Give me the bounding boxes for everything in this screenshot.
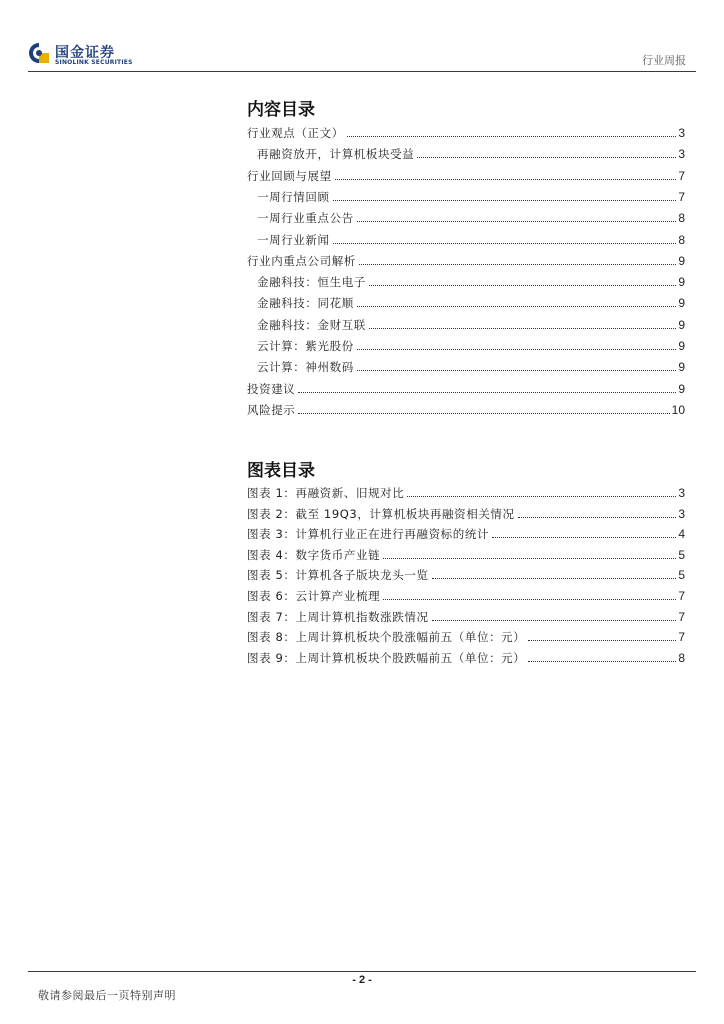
toc-entry-page: 8 [678,650,685,665]
toc-entry-label: 行业回顾与展望 [247,168,332,183]
toc-entry-label: 金融科技：金财互联 [257,317,366,332]
dot-leader [383,599,676,600]
dot-leader [432,620,677,621]
toc-entry-label: 图表 7：上周计算机指数涨跌情况 [247,609,429,624]
toc-entry-page: 3 [678,147,685,162]
sinolink-logo-icon [28,42,50,64]
logo-chinese-name: 国金证券 [55,45,115,61]
toc-entry[interactable] [247,647,685,665]
dot-leader [492,537,676,538]
dot-leader [432,578,677,579]
header-divider [28,71,696,72]
toc-entry[interactable] [257,143,685,161]
toc-entry-page: 9 [678,381,685,396]
dot-leader [359,264,676,265]
toc-entry[interactable] [257,356,685,374]
toc-entry-label: 一周行情回顾 [257,189,330,204]
figures-title: 图表目录 [247,461,315,481]
dot-leader [357,370,677,371]
toc-entry-page: 9 [678,339,685,353]
dot-leader [347,136,677,137]
toc-entry[interactable] [247,523,685,541]
toc-entry-page: 7 [678,589,685,603]
toc-entry-label: 金融科技：恒生电子 [257,275,366,290]
toc-entry[interactable] [247,482,685,500]
toc-entry[interactable] [247,606,685,624]
dot-leader [333,200,677,201]
dot-leader [369,328,676,329]
toc-entry-page: 10 [671,402,685,417]
logo-english-name: SINOLINK SECURITIES [55,59,133,66]
toc-entry[interactable] [247,165,685,183]
toc-entry-page: 5 [678,568,685,583]
contents-title: 内容目录 [247,100,315,120]
toc-entry-label: 图表 4：数字货币产业链 [247,547,381,562]
page-number: - 2 - [352,974,372,986]
dot-leader [518,517,677,518]
dot-leader [528,661,676,662]
toc-entry[interactable] [257,335,685,353]
toc-entry[interactable] [257,186,685,204]
toc-entry-label: 图表 3：计算机行业正在进行再融资标的统计 [247,527,490,542]
toc-entry-page: 9 [678,317,685,332]
toc-entry[interactable] [257,292,685,310]
toc-entry-page: 9 [678,253,685,268]
company-logo [28,40,138,70]
toc-entry-label: 行业内重点公司解析 [247,253,356,268]
toc-entry-label: 金融科技：同花顺 [257,296,354,311]
toc-entry-page: 3 [678,506,685,521]
toc-entry-page: 9 [678,296,685,311]
dot-leader [369,285,676,286]
dot-leader [528,640,676,641]
toc-entry-page: 9 [678,275,685,290]
disclaimer-note: 敬请参阅最后一页特别声明 [38,989,176,1002]
toc-entry[interactable] [257,229,685,247]
toc-entry-label: 图表 6：云计算产业梳理 [247,589,381,603]
toc-entry-page: 7 [678,168,685,183]
toc-entry-page: 7 [678,189,685,204]
toc-entry-page: 9 [678,360,685,375]
toc-entry-label: 图表 1：再融资新、旧规对比 [247,486,405,500]
dot-leader [407,496,676,497]
toc-entry[interactable] [257,207,685,225]
toc-entry-page: 8 [678,211,685,226]
dot-leader [298,413,669,414]
toc-entry[interactable] [247,626,685,644]
toc-entry[interactable] [247,378,685,396]
toc-entry-page: 5 [678,547,685,562]
toc-entry-page: 7 [678,609,685,624]
dot-leader [298,392,676,393]
dot-leader [335,179,677,180]
dot-leader [417,157,676,158]
dot-leader [333,243,677,244]
page-header [0,0,724,75]
toc-entry-label: 云计算：神州数码 [257,360,354,375]
toc-entry[interactable] [247,122,685,140]
dot-leader [357,221,677,222]
toc-entry-label: 行业观点（正文） [247,126,344,140]
toc-entry-label: 风险提示 [247,402,296,417]
toc-entry-label: 图表 8：上周计算机板块个股涨幅前五（单位：元） [247,630,526,645]
dot-leader [383,558,676,559]
toc-entry-label: 云计算：紫光股份 [257,339,354,353]
toc-entry[interactable] [247,250,685,268]
dot-leader [357,306,677,307]
toc-entry-label: 图表 5：计算机各子版块龙头一览 [247,568,429,583]
toc-entry-label: 一周行业新闻 [257,232,330,247]
toc-entry-page: 7 [678,630,685,645]
toc-entry-page: 3 [678,126,685,140]
toc-entry-label: 再融资放开，计算机板块受益 [257,147,415,162]
toc-entry-label: 投资建议 [247,381,296,396]
toc-entry-page: 4 [678,527,685,542]
toc-entry-label: 图表 2：截至 19Q3，计算机板块再融资相关情况 [247,506,515,521]
toc-entry[interactable] [247,503,685,521]
toc-entry[interactable] [257,271,685,289]
toc-entry-label: 图表 9：上周计算机板块个股跌幅前五（单位：元） [247,650,526,665]
toc-entry-page: 8 [678,232,685,247]
dot-leader [357,349,677,350]
toc-entry[interactable] [247,564,685,582]
toc-entry-page: 3 [678,486,685,500]
report-type: 行业周报 [642,54,686,67]
toc-entry[interactable] [247,585,685,603]
toc-entry[interactable] [247,544,685,562]
toc-entry-label: 一周行业重点公告 [257,211,354,226]
toc-entry[interactable] [257,314,685,332]
footer-divider [28,971,696,972]
toc-entry[interactable] [247,399,685,417]
